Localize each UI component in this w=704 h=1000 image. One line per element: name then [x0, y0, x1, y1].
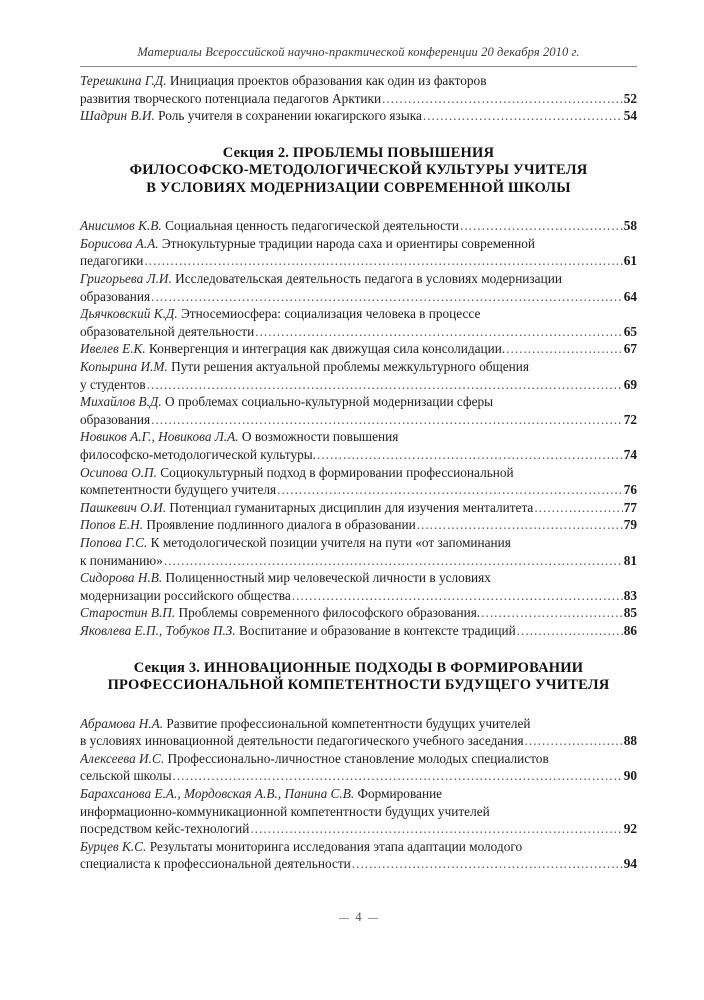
entry-last-line	[80, 499, 637, 517]
toc-entry[interactable]	[80, 838, 637, 873]
entry-author: Дьячковский К.Д.	[80, 306, 178, 322]
dot-leader	[144, 252, 622, 270]
entry-title-text	[80, 622, 516, 640]
entry-author: Борисова А.А.	[80, 235, 159, 251]
entry-title-end: Проблемы современного философского образования.	[178, 605, 481, 621]
entry-title-line	[80, 305, 637, 323]
entry-author: Шадрин В.И.	[80, 108, 155, 124]
entry-title-end: к пониманию»	[80, 552, 163, 568]
top-entries	[80, 72, 637, 125]
section-3-label: Секция 3.	[133, 659, 201, 676]
toc-entry[interactable]	[80, 107, 637, 125]
entry-title-text: Социокультурный подход в формировании профессиональной	[160, 464, 514, 480]
section-3-title-line-1: ИННОВАЦИОННЫЕ ПОДХОДЫ В ФОРМИРОВАНИИ	[203, 659, 584, 676]
dot-leader	[173, 767, 623, 785]
dot-leader	[151, 411, 623, 429]
entry-title-text	[80, 767, 172, 785]
dot-leader	[317, 446, 623, 464]
section-3-entries	[80, 715, 637, 873]
toc-entry[interactable]	[80, 235, 637, 270]
entry-title-line	[80, 393, 637, 411]
entry-title-end: компетентности будущего учителя	[80, 482, 277, 498]
entry-title-end: развития творческого потенциала педагогов Арктики	[80, 90, 382, 106]
toc-entry[interactable]	[80, 393, 637, 428]
section-2-title-line-1: ПРОБЛЕМЫ ПОВЫШЕНИЯ	[292, 144, 495, 161]
entry-page-number: 64	[623, 288, 637, 304]
toc-entry[interactable]	[80, 516, 637, 534]
entry-page-number: 58	[623, 218, 637, 234]
toc-entry[interactable]	[80, 534, 637, 569]
entry-author: Анисимов К.В.	[80, 218, 162, 234]
toc-entry[interactable]	[80, 750, 637, 785]
entry-title-text: Полиценностный мир человеческой личности в условиях	[165, 570, 491, 586]
table-of-contents	[80, 72, 637, 873]
entry-title-text	[80, 516, 416, 534]
entry-title-end: образовательной деятельности	[80, 323, 255, 339]
entry-author: Попов Е.Н.	[80, 517, 144, 533]
entry-author: Сидорова Н.В.	[80, 570, 163, 586]
dot-leader	[481, 604, 623, 622]
entry-page-number: 74	[623, 447, 637, 462]
entry-page-number: 86	[623, 622, 637, 638]
dot-leader	[255, 323, 623, 341]
entry-page-number: 65	[623, 323, 637, 339]
entry-last-line	[80, 446, 637, 464]
entry-title-text	[80, 376, 146, 394]
section-2-title-line-2: ФИЛОСОФСКО-МЕТОДОЛОГИЧЕСКОЙ КУЛЬТУРЫ УЧИТЕЛЯ	[129, 162, 588, 179]
dot-leader	[506, 340, 623, 358]
dot-leader	[151, 288, 623, 306]
entry-title-text	[80, 732, 524, 750]
entry-title-end: педагогики	[80, 253, 144, 269]
entry-page-number: 76	[623, 482, 637, 498]
entry-author: Абрамова Н.А.	[80, 715, 164, 731]
entry-last-line	[80, 376, 637, 394]
entry-title-text	[80, 90, 381, 108]
entry-title-end: сельской школы	[80, 768, 172, 784]
dot-leader	[164, 552, 623, 570]
entry-title-line	[80, 235, 637, 253]
entry-author: Ивелев Е.К.	[80, 341, 146, 357]
dot-leader	[147, 376, 623, 394]
entry-title-end: Проявление подлинного диалога в образовании	[146, 517, 416, 533]
page-number: 4	[355, 910, 362, 924]
entry-last-line	[80, 90, 637, 108]
entry-page-number: 90	[623, 768, 637, 784]
entry-title-text	[80, 552, 163, 570]
entry-title-end: образования	[80, 411, 151, 427]
entry-last-line	[80, 587, 637, 605]
entry-title-text	[80, 323, 254, 341]
entry-title-end: образования	[80, 288, 151, 304]
entry-last-line	[80, 604, 637, 622]
entry-title-end: Потенциал гуманитарных дисциплин для изучения менталитета	[169, 499, 534, 515]
entry-title-end: философско-методологической культуры.	[80, 447, 316, 462]
entry-title-text	[80, 340, 505, 358]
dot-leader	[250, 820, 622, 838]
entry-page-number: 88	[623, 733, 637, 749]
entry-title-text: К методологической позиции учителя на пути «от запоминания	[150, 534, 511, 550]
entry-author: Григорьева Л.И.	[80, 271, 172, 287]
toc-entry[interactable]	[80, 604, 637, 622]
section-3-title-line-2: ПРОФЕССИОНАЛЬНОЙ КОМПЕТЕНТНОСТИ БУДУЩЕГО УЧИТЕЛЯ	[107, 677, 610, 694]
entry-page-number: 92	[623, 821, 637, 837]
entry-author: Пашкевич О.И.	[80, 499, 167, 515]
entry-author: Барахсанова Е.А., Мордовская А.В., Панина С.В.	[80, 785, 355, 801]
toc-entry[interactable]	[80, 358, 637, 393]
section-2-heading	[80, 145, 637, 198]
entry-author: Осипова О.П.	[80, 464, 157, 480]
toc-entry[interactable]	[80, 305, 637, 340]
entry-title-end: Роль учителя в сохранении юкагирского языка	[158, 108, 422, 124]
entry-author: Михайлов В.Д.	[80, 394, 162, 410]
entry-title-text: Инициация проектов образования как один из факторов	[169, 73, 487, 88]
entry-title-text: Этнокультурные традиции народа саха и ориентиры современной	[161, 235, 536, 251]
entry-title-line	[80, 270, 637, 288]
entry-title-text	[80, 107, 422, 125]
entry-author: Копырина И.М.	[80, 359, 168, 375]
toc-entry[interactable]	[80, 464, 637, 499]
entry-last-line	[80, 732, 637, 750]
entry-last-line	[80, 855, 637, 873]
section-2-title-line-3: В УСЛОВИЯХ МОДЕРНИЗАЦИИ СОВРЕМЕННОЙ ШКОЛЫ	[146, 179, 571, 196]
toc-entry[interactable]	[80, 428, 637, 463]
entry-title-text	[80, 481, 276, 499]
entry-title-end: специалиста к профессиональной деятельности	[80, 856, 351, 872]
entry-title-line	[80, 803, 637, 821]
toc-entry[interactable]	[80, 499, 637, 517]
entry-page-number: 81	[623, 552, 637, 568]
entry-author: Терешкина Г.Д.	[80, 73, 167, 88]
entry-page-number: 52	[623, 90, 637, 106]
entry-title-line	[80, 72, 637, 90]
entry-page-number: 83	[623, 587, 637, 603]
entry-title-end: посредством кейс-технологий	[80, 821, 250, 837]
entry-page-number: 67	[623, 341, 637, 357]
dot-leader	[423, 107, 623, 125]
entry-last-line	[80, 107, 637, 125]
toc-entry[interactable]	[80, 785, 637, 838]
section-2-entries	[80, 217, 637, 639]
entry-last-line	[80, 217, 637, 235]
entry-title-end: в условиях инновационной деятельности педагогического учебного заседания	[80, 733, 524, 749]
entry-title-line	[80, 428, 637, 446]
entry-page-number: 85	[623, 605, 637, 621]
entry-title-line	[80, 569, 637, 587]
entry-page-number: 79	[623, 517, 637, 533]
entry-title-line	[80, 358, 637, 376]
entry-last-line	[80, 411, 637, 429]
folio-dash-right	[368, 918, 378, 919]
entry-page-number: 61	[623, 253, 637, 269]
entry-title-text: Этносемиосфера: социализация человека в процессе	[181, 306, 481, 322]
entry-page-number: 94	[623, 856, 637, 872]
entry-author: Старостин В.П.	[80, 605, 176, 621]
entry-title-line	[80, 534, 637, 552]
entry-title-line	[80, 715, 637, 733]
entry-title-line	[80, 838, 637, 856]
entry-author: Попова Г.С.	[80, 534, 148, 550]
entry-last-line	[80, 820, 637, 838]
section-3-heading	[80, 660, 637, 695]
folio-dash-left	[339, 918, 349, 919]
dot-leader	[352, 855, 623, 873]
entry-last-line	[80, 767, 637, 785]
entry-last-line	[80, 252, 637, 270]
entry-title-text	[80, 855, 351, 873]
entry-last-line	[80, 481, 637, 499]
entry-title-text	[80, 288, 150, 306]
entry-title-end: Воспитание и образование в контексте традиций	[239, 622, 516, 638]
entry-title-text: информационно-коммуникационной компетентности будущих учителей	[80, 803, 490, 819]
toc-entry[interactable]	[80, 217, 637, 235]
dot-leader	[417, 516, 623, 534]
section-2-label: Секция 2.	[222, 144, 290, 161]
dot-leader	[534, 499, 622, 517]
toc-entry[interactable]	[80, 340, 637, 358]
entry-title-end: у студентов	[80, 376, 146, 392]
dot-leader	[277, 481, 623, 499]
entry-author: Яковлева Е.П., Тобуков П.З.	[80, 622, 236, 638]
dot-leader	[517, 622, 623, 640]
toc-entry[interactable]	[80, 622, 637, 640]
entry-page-number: 77	[623, 499, 637, 515]
entry-author: Новиков А.Г., Новикова Л.А.	[80, 429, 239, 445]
entry-title-text: О возможности повышения	[241, 429, 399, 445]
entry-title-text: Результаты мониторинга исследования этапа адаптации молодого	[149, 838, 523, 854]
entry-last-line	[80, 340, 637, 358]
running-head: Материалы Всероссийской научно-практической конференции 20 декабря 2010 г.	[137, 45, 580, 59]
entry-last-line	[80, 622, 637, 640]
page-folio	[80, 910, 637, 925]
entry-page-number: 54	[623, 108, 637, 124]
entry-title-text	[80, 820, 249, 838]
entry-author: Алексеева И.С.	[80, 750, 165, 766]
entry-title-text	[80, 587, 291, 605]
entry-page-number: 69	[623, 376, 637, 392]
entry-title-end: Конвергенция и интеграция как движущая сила консолидации.	[149, 341, 506, 357]
dot-leader	[525, 732, 623, 750]
entry-title-text: Профессионально-личностное становление молодых специалистов	[167, 750, 549, 766]
entry-title-end: модернизации российского общества	[80, 587, 291, 603]
entry-title-text	[80, 604, 480, 622]
entry-last-line	[80, 323, 637, 341]
entry-title-text	[80, 446, 316, 464]
entry-title-line	[80, 464, 637, 482]
toc-entry[interactable]	[80, 72, 637, 107]
toc-entry[interactable]	[80, 270, 637, 305]
entry-title-end: Социальная ценность педагогической деятельности	[165, 218, 459, 234]
entry-title-text	[80, 217, 459, 235]
entry-title-text: Пути решения актуальной проблемы межкультурного общения	[171, 359, 530, 375]
entry-title-line	[80, 750, 637, 768]
dot-leader	[382, 90, 623, 108]
entry-title-text: Исследовательская деятельность педагога в условиях модернизации	[175, 271, 562, 287]
entry-title-text: О проблемах социально-культурной модернизации сферы	[165, 394, 494, 410]
dot-leader	[292, 587, 623, 605]
toc-entry[interactable]	[80, 569, 637, 604]
entry-last-line	[80, 552, 637, 570]
entry-title-text: Формирование	[357, 785, 443, 801]
entry-title-text	[80, 252, 143, 270]
entry-last-line	[80, 516, 637, 534]
entry-title-text	[80, 499, 533, 517]
entry-title-text	[80, 411, 150, 429]
entry-title-text: Развитие профессиональной компетентности будущих учителей	[166, 715, 531, 731]
header-rule	[80, 66, 637, 67]
entry-author: Бурцев К.С.	[80, 838, 147, 854]
entry-title-line	[80, 785, 637, 803]
toc-entry[interactable]	[80, 715, 637, 750]
dot-leader	[460, 217, 623, 235]
entry-last-line	[80, 288, 637, 306]
entry-page-number: 72	[623, 411, 637, 427]
